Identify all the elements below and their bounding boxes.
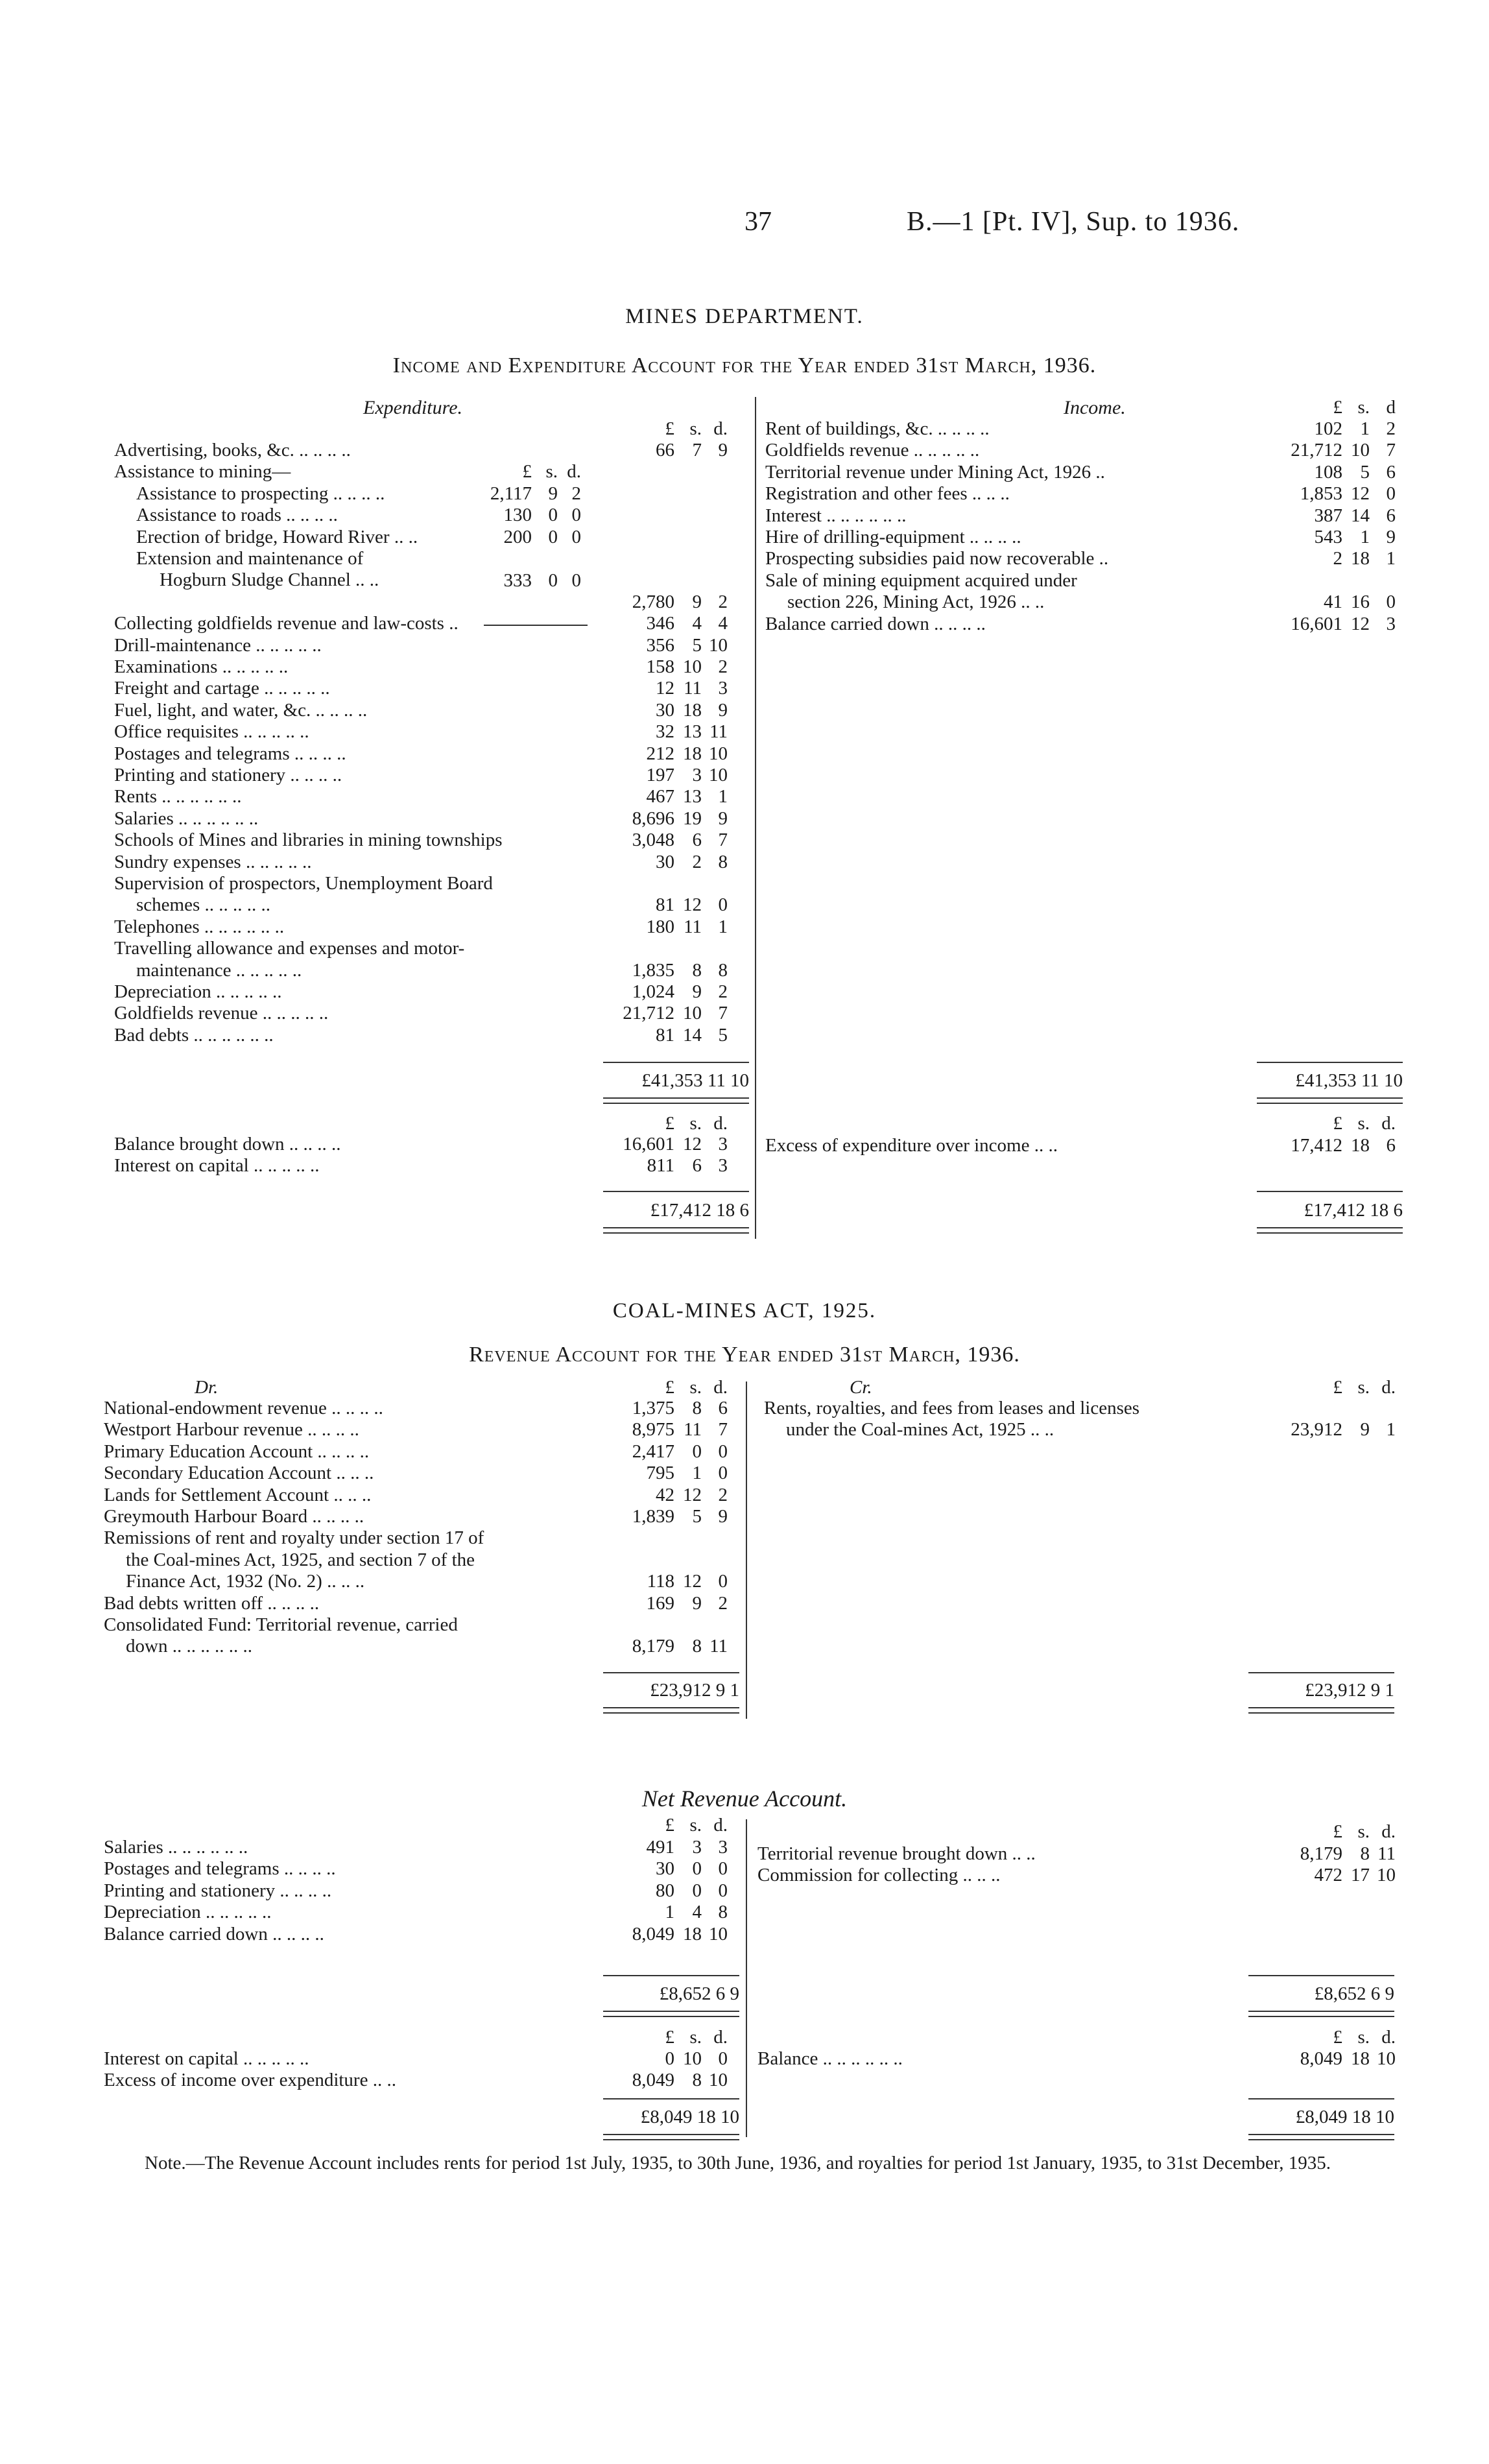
net2-cr-total: £8,049 18 10 bbox=[1295, 2107, 1394, 2127]
net2-dr-total: £8,049 18 10 bbox=[640, 2107, 739, 2127]
expenditure-row-amount: 12 11 3 bbox=[656, 678, 728, 699]
inc2-total: £17,412 18 6 bbox=[1304, 1200, 1403, 1221]
net-debit2-row-label: Interest on capital .. .. .. .. .. bbox=[104, 2048, 309, 2069]
income-row-label: Prospecting subsidies paid now recoverable .. bbox=[765, 548, 1109, 569]
expenditure-row-label: Rents .. .. .. .. .. .. bbox=[114, 786, 242, 807]
coal-debit-row-label: Primary Education Account .. .. .. .. bbox=[104, 1441, 370, 1462]
coal-credit-row-amount: 23,912 9 1 bbox=[1291, 1419, 1396, 1441]
exp-total: £41,353 11 10 bbox=[641, 1070, 749, 1091]
coal-debit-row-label: Secondary Education Account .. .. .. bbox=[104, 1463, 374, 1484]
coal-debit-row-amount: 118 12 0 bbox=[647, 1571, 728, 1592]
net-debit-row-amount: 491 3 3 bbox=[646, 1837, 728, 1858]
coal-debit-row-amount: 8,975 11 7 bbox=[632, 1419, 728, 1441]
income-row-amount: 387 14 6 bbox=[1314, 505, 1396, 526]
inc-total-rule bbox=[1257, 1062, 1403, 1063]
coal-debit-row-amount: 42 12 2 bbox=[656, 1484, 728, 1505]
expenditure-row-amount: 1,835 8 8 bbox=[632, 959, 728, 981]
income-row-label: Territorial revenue under Mining Act, 1926 .. bbox=[765, 461, 1105, 483]
net-dr-col-heads: £ s. d. bbox=[665, 1815, 728, 1836]
expenditure-row-amount: 2,780 9 2 bbox=[632, 591, 728, 612]
expenditure-row-amount: 21,712 10 7 bbox=[623, 1003, 728, 1024]
net-credit2-row-amount: 8,049 18 10 bbox=[1300, 2048, 1396, 2069]
expenditure-row-amount: 356 5 10 bbox=[646, 634, 728, 656]
expenditure-row-label: Extension and maintenance of bbox=[136, 548, 364, 569]
expenditure-row-amount: 8,696 19 9 bbox=[632, 807, 728, 829]
exp-col-heads: £ s. d. bbox=[665, 418, 728, 439]
expenditure-heading: Expenditure. bbox=[363, 397, 463, 418]
net-debit-row-amount: 80 0 0 bbox=[656, 1880, 728, 1901]
income-heading: Income. bbox=[1064, 397, 1126, 418]
net-cr-total-double-rule bbox=[1248, 2011, 1394, 2017]
page-number: 37 bbox=[744, 207, 772, 237]
expenditure-row-amount: 3,048 6 7 bbox=[632, 830, 728, 851]
net-credit2-row-label: Balance .. .. .. .. .. .. bbox=[757, 2048, 903, 2069]
net-credit-row-label: Commission for collecting .. .. .. bbox=[757, 1865, 1001, 1886]
mines-divider bbox=[755, 397, 756, 1239]
expenditure-row-amount: 467 13 1 bbox=[646, 786, 728, 807]
income-row-label: Interest .. .. .. .. .. .. bbox=[765, 505, 907, 526]
income-row-amount: 41 16 0 bbox=[1324, 592, 1396, 613]
net-debit2-row-amount: 0 10 0 bbox=[665, 2048, 728, 2069]
inc2-col-heads: £ s. d. bbox=[1333, 1113, 1396, 1134]
expenditure-row-label: Freight and cartage .. .. .. .. .. bbox=[114, 678, 330, 699]
coal-credit-row-label: Rents, royalties, and fees from leases and licenses bbox=[764, 1398, 1140, 1418]
coal-debit-row-amount: 1,375 8 6 bbox=[632, 1398, 728, 1418]
net2-dr-total-double-rule bbox=[603, 2134, 739, 2140]
coal-dr-total: £23,912 9 1 bbox=[650, 1680, 739, 1701]
expenditure-row-amount: 81 12 0 bbox=[656, 894, 728, 916]
expenditure-row-label: Travelling allowance and expenses and motor- bbox=[114, 938, 465, 959]
net2-dr-col-heads: £ s. d. bbox=[665, 2027, 728, 2048]
net-debit2-row-amount: 8,049 8 10 bbox=[632, 2070, 728, 2091]
income-row-amount: 2 18 1 bbox=[1333, 548, 1396, 569]
coal-subtitle: Revenue Account for the Year ended 31st March, 1936. bbox=[469, 1343, 1020, 1367]
coal-cr-total: £23,912 9 1 bbox=[1305, 1680, 1394, 1701]
net-dr-total-rule bbox=[603, 1975, 739, 1976]
inc2-total-double-rule bbox=[1257, 1227, 1403, 1234]
expenditure-row-label: Supervision of prospectors, Unemployment Board bbox=[114, 873, 493, 894]
income-row-amount: 543 1 9 bbox=[1314, 527, 1396, 547]
income-row-amount: 108 5 6 bbox=[1314, 461, 1396, 483]
assistance-sub-amount: 2,117 9 2 bbox=[490, 483, 581, 504]
net-debit-row-amount: 1 4 8 bbox=[665, 1902, 728, 1923]
income-row-amount: 21,712 10 7 bbox=[1291, 440, 1396, 461]
income-row-label: Goldfields revenue .. .. .. .. .. bbox=[765, 440, 980, 461]
expenditure-row-label: Salaries .. .. .. .. .. .. bbox=[114, 807, 259, 829]
coal-cr-total-rule bbox=[1248, 1672, 1394, 1673]
expenditure2-row-label: Balance brought down .. .. .. .. bbox=[114, 1134, 341, 1154]
expenditure-row-label: Assistance to prospecting .. .. .. .. bbox=[136, 483, 385, 504]
coal-debit-row-label: Remissions of rent and royalty under section 17 of bbox=[104, 1527, 484, 1549]
coal-debit-row-amount: 2,417 0 0 bbox=[632, 1441, 728, 1462]
expenditure-row-label: maintenance .. .. .. .. .. bbox=[136, 959, 302, 981]
expenditure-row-amount: 212 18 10 bbox=[646, 743, 728, 764]
net-divider bbox=[746, 1819, 747, 2137]
expenditure-row-label: Examinations .. .. .. .. .. bbox=[114, 656, 289, 677]
expenditure-row-amount: 346 4 4 bbox=[646, 613, 728, 634]
income2-row-amount: 17,412 18 6 bbox=[1291, 1135, 1396, 1156]
inc2-total-rule bbox=[1257, 1191, 1403, 1192]
assistance-rule bbox=[484, 625, 588, 626]
expenditure-row-label: Advertising, books, &c. .. .. .. .. bbox=[114, 440, 351, 461]
income-row-label: Sale of mining equipment acquired under bbox=[765, 569, 1077, 591]
expenditure2-row-amount: 16,601 12 3 bbox=[623, 1134, 728, 1154]
exp-total-rule bbox=[603, 1062, 749, 1063]
assistance-sub-amount: 200 0 0 bbox=[503, 527, 581, 547]
mines-subtitle: Income and Expenditure Account for the Year ended 31st March, 1936. bbox=[392, 353, 1097, 377]
expenditure-row-label: Fuel, light, and water, &c. .. .. .. .. bbox=[114, 699, 368, 721]
coal-divider bbox=[746, 1382, 747, 1719]
footnote: Note.—The Revenue Account includes rents for period 1st July, 1935, to 30th June, 1936, and royalties for period 1st January, 1935, to 31st December, 1935. bbox=[145, 2153, 1331, 2173]
net-cr-total: £8,652 6 9 bbox=[1314, 1983, 1394, 2004]
income-row-label: Hire of drilling-equipment .. .. .. .. bbox=[765, 527, 1021, 547]
expenditure2-row-amount: 811 6 3 bbox=[647, 1155, 728, 1177]
coal-debit-row-label: down .. .. .. .. .. .. bbox=[126, 1636, 252, 1657]
expenditure-row-label: Drill-maintenance .. .. .. .. .. bbox=[114, 634, 322, 656]
coal-debit-row-amount: 8,179 8 11 bbox=[632, 1636, 728, 1657]
expenditure-row-amount: 30 18 9 bbox=[656, 699, 728, 721]
inc-total-double-rule bbox=[1257, 1097, 1403, 1104]
coal-debit-row-label: Greymouth Harbour Board .. .. .. .. bbox=[104, 1506, 364, 1527]
mines-title: MINES DEPARTMENT. bbox=[625, 305, 864, 328]
coal-dr-total-rule bbox=[603, 1672, 739, 1673]
expenditure-row-label: Office requisites .. .. .. .. .. bbox=[114, 721, 309, 743]
coal-debit-row-amount: 1,839 5 9 bbox=[632, 1506, 728, 1527]
expenditure-row-label: schemes .. .. .. .. .. bbox=[136, 894, 270, 916]
coal-debit-row-label: Lands for Settlement Account .. .. .. bbox=[104, 1484, 372, 1505]
net2-cr-total-rule bbox=[1248, 2098, 1394, 2099]
expenditure-row-amount: 30 2 8 bbox=[656, 851, 728, 872]
expenditure-row-amount: 32 13 11 bbox=[656, 721, 728, 743]
expenditure-row-label: Collecting goldfields revenue and law-costs .. bbox=[114, 613, 459, 634]
net-debit-row-label: Postages and telegrams .. .. .. .. bbox=[104, 1858, 336, 1880]
assistance-col-heads: £ s. d. bbox=[522, 461, 581, 482]
coal-dr-col-heads: £ s. d. bbox=[665, 1377, 728, 1398]
income-row-label: Rent of buildings, &c. .. .. .. .. bbox=[765, 418, 990, 439]
income2-row-label: Excess of expenditure over income .. .. bbox=[765, 1135, 1058, 1156]
expenditure2-row-label: Interest on capital .. .. .. .. .. bbox=[114, 1155, 320, 1177]
inc-col-heads: £ s. d bbox=[1333, 397, 1396, 418]
expenditure-row-label: Erection of bridge, Howard River .. .. bbox=[136, 526, 418, 547]
coal-debit-row-label: the Coal-mines Act, 1925, and section 7 of the bbox=[126, 1549, 475, 1570]
expenditure-row-label: Postages and telegrams .. .. .. .. bbox=[114, 743, 346, 764]
net-cr-total-rule bbox=[1248, 1975, 1394, 1976]
coal-dr: Dr. bbox=[195, 1377, 219, 1398]
coal-debit-row-label: Bad debts written off .. .. .. .. bbox=[104, 1592, 320, 1614]
expenditure-row-label: Schools of Mines and libraries in mining townships bbox=[114, 830, 503, 851]
expenditure-row-label: Goldfields revenue .. .. .. .. .. bbox=[114, 1003, 329, 1024]
net-title: Net Revenue Account. bbox=[641, 1786, 848, 1812]
coal-debit-row-amount: 169 9 2 bbox=[646, 1592, 728, 1614]
income-row-label: Registration and other fees .. .. .. bbox=[765, 483, 1010, 505]
coal-title: COAL-MINES ACT, 1925. bbox=[612, 1299, 877, 1322]
coal-debit-row-amount: 795 1 0 bbox=[646, 1463, 728, 1484]
coal-debit-row-label: National-endowment revenue .. .. .. .. bbox=[104, 1398, 383, 1418]
net-cr-col-heads: £ s. d. bbox=[1333, 1821, 1396, 1842]
document-reference: B.—1 [Pt. IV], Sup. to 1936. bbox=[907, 207, 1240, 237]
coal-debit-row-label: Westport Harbour revenue .. .. .. .. bbox=[104, 1419, 359, 1441]
income-row-amount: 102 1 2 bbox=[1314, 418, 1396, 439]
coal-credit-row-label: under the Coal-mines Act, 1925 .. .. bbox=[786, 1419, 1054, 1441]
income-row-amount: 1,853 12 0 bbox=[1300, 483, 1396, 505]
net-credit-row-label: Territorial revenue brought down .. .. bbox=[757, 1843, 1036, 1864]
expenditure-row-label: Assistance to mining— bbox=[114, 461, 291, 483]
coal-cr: Cr. bbox=[850, 1377, 872, 1398]
exp-total-double-rule bbox=[603, 1097, 749, 1104]
net-dr-total-double-rule bbox=[603, 2011, 739, 2017]
coal-debit-row-label: Finance Act, 1932 (No. 2) .. .. .. bbox=[126, 1571, 365, 1592]
expenditure-row-amount: 158 10 2 bbox=[646, 656, 728, 677]
expenditure-row-amount: 1,024 9 2 bbox=[632, 981, 728, 1002]
net2-cr-total-double-rule bbox=[1248, 2134, 1394, 2140]
net2-dr-total-rule bbox=[603, 2098, 739, 2099]
income-row-label: Balance carried down .. .. .. .. bbox=[765, 613, 986, 634]
expenditure-row-label: Depreciation .. .. .. .. .. bbox=[114, 981, 282, 1002]
expenditure-row-amount: 180 11 1 bbox=[646, 916, 728, 937]
expenditure-row-label: Hogburn Sludge Channel .. .. bbox=[160, 569, 379, 591]
exp2-total-double-rule bbox=[603, 1227, 749, 1234]
net-debit-row-label: Depreciation .. .. .. .. .. bbox=[104, 1902, 272, 1923]
net-debit-row-label: Balance carried down .. .. .. .. bbox=[104, 1923, 324, 1944]
coal-debit-row-label: Consolidated Fund: Territorial revenue, carried bbox=[104, 1614, 458, 1635]
exp2-col-heads: £ s. d. bbox=[665, 1113, 728, 1134]
net-debit2-row-label: Excess of income over expenditure .. .. bbox=[104, 2070, 396, 2091]
net-debit-row-label: Printing and stationery .. .. .. .. bbox=[104, 1880, 332, 1901]
exp2-total-rule bbox=[603, 1191, 749, 1192]
net-credit-row-amount: 472 17 10 bbox=[1314, 1865, 1396, 1886]
exp2-total: £17,412 18 6 bbox=[650, 1200, 749, 1221]
assistance-sub-amount: 333 0 0 bbox=[503, 570, 581, 591]
net-credit-row-amount: 8,179 8 11 bbox=[1300, 1843, 1396, 1864]
net-debit-row-amount: 8,049 18 10 bbox=[632, 1923, 728, 1944]
expenditure-row-label: Telephones .. .. .. .. .. .. bbox=[114, 916, 285, 937]
expenditure-row-label: Sundry expenses .. .. .. .. .. bbox=[114, 851, 312, 872]
income-row-label: section 226, Mining Act, 1926 .. .. bbox=[787, 592, 1045, 613]
net2-cr-col-heads: £ s. d. bbox=[1333, 2027, 1396, 2048]
expenditure-row-amount: 66 7 9 bbox=[656, 440, 728, 461]
assistance-sub-amount: 130 0 0 bbox=[503, 505, 581, 525]
net-debit-row-amount: 30 0 0 bbox=[656, 1858, 728, 1880]
expenditure-row-label: Assistance to roads .. .. .. .. bbox=[136, 505, 338, 526]
net-dr-total: £8,652 6 9 bbox=[659, 1983, 739, 2004]
expenditure-row-amount: 197 3 10 bbox=[646, 765, 728, 785]
net-debit-row-label: Salaries .. .. .. .. .. .. bbox=[104, 1837, 248, 1858]
coal-cr-col-heads: £ s. d. bbox=[1333, 1377, 1396, 1398]
inc-total: £41,353 11 10 bbox=[1295, 1070, 1403, 1091]
expenditure-row-label: Printing and stationery .. .. .. .. bbox=[114, 765, 342, 785]
coal-cr-total-double-rule bbox=[1248, 1707, 1394, 1714]
income-row-amount: 16,601 12 3 bbox=[1291, 613, 1396, 634]
coal-dr-total-double-rule bbox=[603, 1707, 739, 1714]
expenditure-row-label: Bad debts .. .. .. .. .. .. bbox=[114, 1024, 274, 1046]
expenditure-row-amount: 81 14 5 bbox=[656, 1024, 728, 1046]
